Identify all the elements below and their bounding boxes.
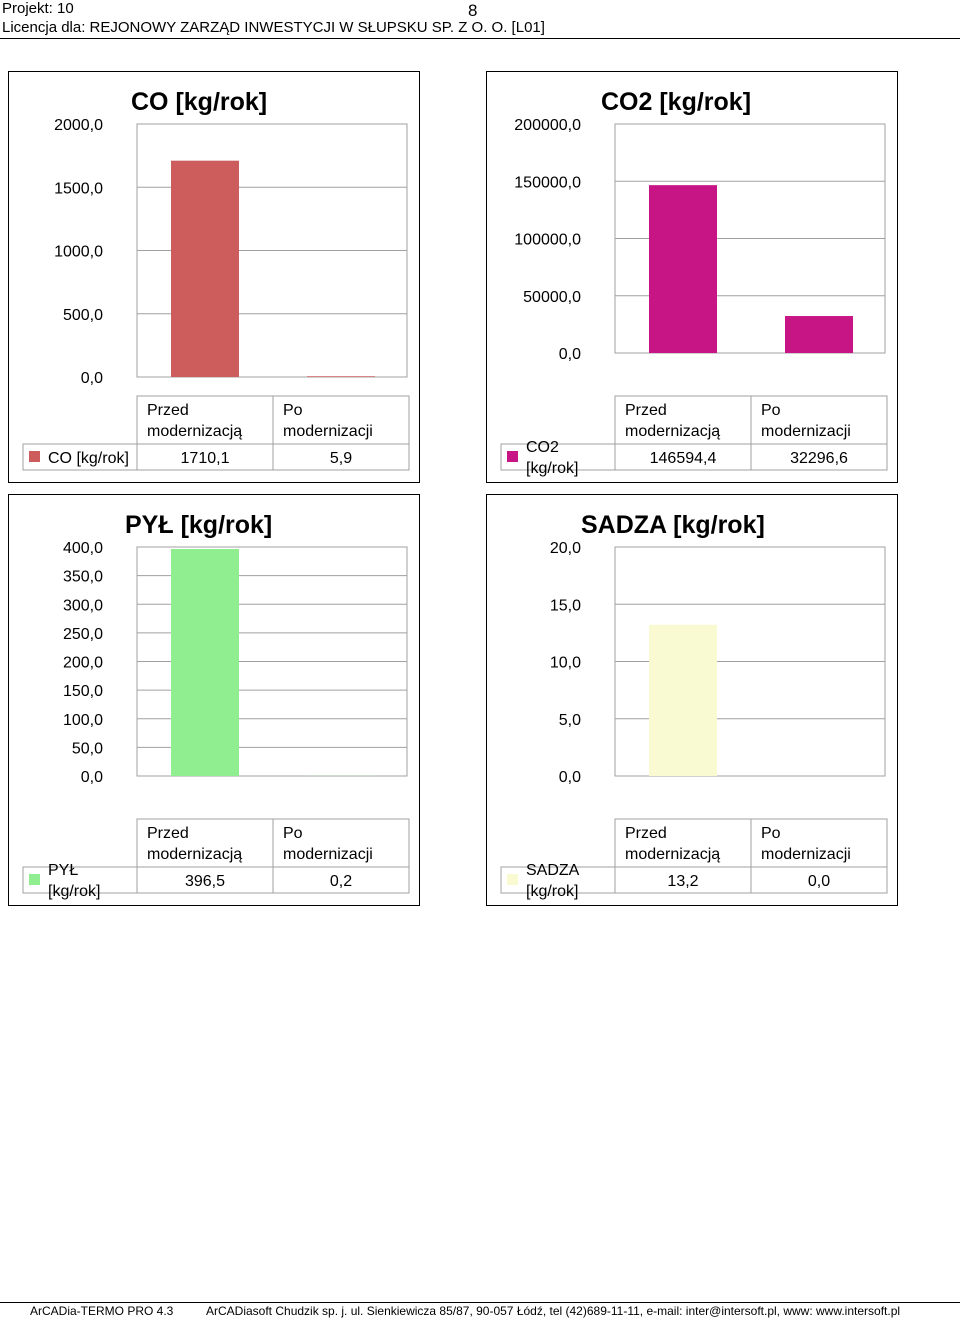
sadza-chart-title: SADZA [kg/rok]	[581, 511, 765, 539]
co2-bar	[785, 316, 853, 353]
pyl-y-tick-label: 300,0	[62, 597, 103, 615]
sadza-legend-label: SADZA [kg/rok]	[526, 862, 580, 900]
co-y-tick-label: 0,0	[80, 370, 103, 387]
pyl-y-tick-label: 250,0	[62, 625, 103, 643]
pyl-legend-swatch	[29, 874, 40, 885]
co2-y-tick-label: 200000,0	[514, 117, 581, 134]
co-legend-swatch	[29, 451, 40, 462]
co2-value-label: 146594,4	[649, 450, 717, 467]
sadza-value-label: 13,2	[667, 873, 699, 890]
co2-category-label: Po modernizacji	[761, 402, 851, 440]
pyl-y-tick-label: 200,0	[62, 654, 103, 672]
co-y-tick-label: 500,0	[62, 306, 103, 324]
sadza-y-tick-label: 10,0	[549, 654, 581, 672]
license-label: Licencja dla: REJONOWY ZARZĄD INWESTYCJI W SŁUPSKU SP. Z O. O. [L01]	[2, 19, 545, 36]
sadza-value-label: 0,0	[807, 873, 831, 890]
co-value-label: 1710,1	[180, 450, 230, 467]
page-number: 8	[468, 1, 478, 20]
co2-chart-panel	[486, 71, 898, 483]
header-divider	[0, 38, 960, 39]
sadza-chart-panel	[486, 494, 898, 906]
pyl-chart	[9, 495, 419, 905]
co2-bar	[649, 185, 717, 353]
sadza-chart	[487, 495, 897, 905]
co-value-label: 5,9	[329, 450, 353, 467]
co2-category-label: Przed modernizacją	[625, 402, 721, 440]
co-chart-title: CO [kg/rok]	[131, 88, 268, 116]
sadza-y-tick-label: 20,0	[549, 540, 581, 557]
pyl-legend-label: PYŁ [kg/rok]	[48, 862, 101, 900]
co-chart-panel	[8, 71, 420, 483]
co-y-tick-label: 1500,0	[54, 180, 103, 198]
pyl-chart-panel	[8, 494, 420, 906]
co2-chart-title: CO2 [kg/rok]	[601, 88, 752, 116]
co-bar	[307, 376, 375, 377]
pyl-y-tick-label: 50,0	[71, 740, 103, 758]
sadza-bar	[649, 625, 717, 776]
co2-legend-label: CO2 [kg/rok]	[526, 439, 579, 477]
co2-y-tick-label: 150000,0	[514, 174, 581, 192]
co-category-label: Po modernizacji	[283, 402, 373, 440]
co2-y-tick-label: 0,0	[558, 346, 581, 363]
co-y-tick-label: 2000,0	[54, 117, 103, 134]
co2-y-tick-label: 50000,0	[523, 288, 581, 306]
sadza-category-label: Po modernizacji	[761, 825, 851, 863]
pyl-y-tick-label: 400,0	[62, 540, 103, 557]
sadza-category-label: Przed modernizacją	[625, 825, 721, 863]
co-bar	[171, 161, 239, 377]
co2-chart	[487, 72, 897, 482]
co-y-tick-label: 1000,0	[54, 243, 103, 261]
sadza-legend-swatch	[507, 874, 518, 885]
footer-company-info: ArCADiasoft Chudzik sp. j. ul. Sienkiewicza 85/87, 90-057 Łódź, tel (42)689-11-11, e-mail: inter@intersoft.pl, www: www.intersoft.pl	[206, 1304, 901, 1318]
co2-value-label: 32296,6	[790, 450, 848, 467]
sadza-y-tick-label: 0,0	[558, 769, 581, 786]
sadza-y-tick-label: 5,0	[558, 711, 581, 729]
pyl-y-tick-label: 100,0	[62, 711, 103, 729]
pyl-value-label: 0,2	[329, 873, 353, 890]
pyl-value-label: 396,5	[184, 873, 226, 890]
co-chart	[9, 72, 419, 482]
pyl-y-tick-label: 150,0	[62, 683, 103, 701]
footer-app-name: ArCADia-TERMO PRO 4.3	[30, 1304, 174, 1318]
co2-y-tick-label: 100000,0	[514, 231, 581, 249]
pyl-y-tick-label: 350,0	[62, 568, 103, 586]
co-category-label: Przed modernizacją	[147, 402, 243, 440]
pyl-y-tick-label: 0,0	[80, 769, 103, 786]
co-legend-label: CO [kg/rok]	[48, 450, 129, 467]
pyl-chart-title: PYŁ [kg/rok]	[125, 511, 273, 539]
pyl-category-label: Po modernizacji	[283, 825, 373, 863]
project-label: Projekt: 10	[2, 0, 74, 17]
co2-legend-swatch	[507, 451, 518, 462]
pyl-bar	[171, 549, 239, 776]
sadza-y-tick-label: 15,0	[549, 597, 581, 615]
pyl-category-label: Przed modernizacją	[147, 825, 243, 863]
